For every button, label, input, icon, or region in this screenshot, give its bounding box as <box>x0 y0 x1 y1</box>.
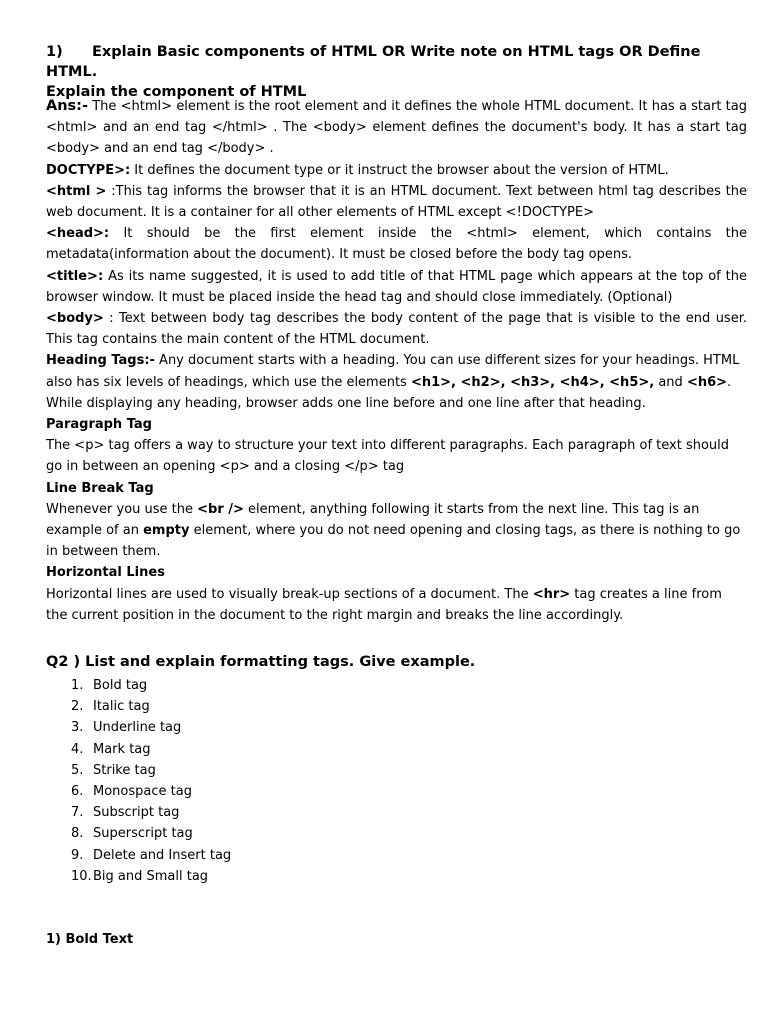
html-term: <html > <box>46 183 107 199</box>
heading-and: and <box>654 374 687 390</box>
list-item-label: Subscript tag <box>93 805 180 821</box>
doctype-text: It defines the document type or it instruct the browser about the version of HTML. <box>130 162 669 178</box>
paragraph-heading: Paragraph Tag <box>46 417 152 433</box>
list-item-number <box>46 823 93 844</box>
paragraph-tag-text: The <p> tag offers a way to structure your text into different paragraphs. Each paragraph of text should go in between an opening <p> and a closing </p> tag <box>46 438 730 475</box>
hr-heading: Horizontal Lines <box>46 565 165 581</box>
heading-text-1: Any document starts with a heading. You can use different sizes for your headings. HTML also has six levels of headings, which use the elements <box>46 353 740 390</box>
linebreak-empty: empty <box>143 523 190 539</box>
title-term: <title>: <box>46 268 104 284</box>
head-text: It should be the first element inside the <html> element, which contains the metadata(information about the document). It must be closed before the body tag opens. <box>46 226 747 263</box>
line-break-paragraph <box>46 499 747 563</box>
list-item <box>46 760 646 781</box>
title-tag-paragraph <box>46 266 747 308</box>
horizontal-lines-heading-row <box>46 562 747 583</box>
list-item <box>46 845 646 866</box>
list-item <box>46 823 646 844</box>
doctype-paragraph <box>46 160 747 181</box>
question-2-heading: Q2 ) List and explain formatting tags. Give example. <box>46 654 476 670</box>
formatting-tags-list <box>46 675 646 887</box>
answer-body <box>46 96 747 626</box>
list-item-number-text: 4. <box>71 741 84 757</box>
list-item-number <box>46 675 93 696</box>
list-item-label: Italic tag <box>93 699 150 715</box>
linebreak-heading: Line Break Tag <box>46 480 154 496</box>
question-1-title-line2: Explain the component of HTML <box>46 84 307 100</box>
answer-label: Ans:- <box>46 98 88 114</box>
list-item-label: Mark tag <box>93 741 151 757</box>
question-1-heading <box>46 42 751 102</box>
body-term: <body> <box>46 311 104 327</box>
linebreak-text-3: element, where you do not need opening and closing tags, as there is nothing to go in between them. <box>46 523 741 560</box>
bold-text-section-heading: 1) Bold Text <box>46 932 134 947</box>
list-item-number <box>46 760 93 781</box>
list-item <box>46 802 646 823</box>
body-tag-paragraph <box>46 308 747 350</box>
heading-text-2: . While displaying any heading, browser adds one line before and one line after that heading. <box>46 374 732 411</box>
list-item-label: Monospace tag <box>93 784 192 800</box>
answer-intro-text: The <html> element is the root element and it defines the whole HTML document. It has a start tag <html> and an end tag </html> . The <body> element defines the document's body. It has a start tag <body> and an end tag </body> . <box>46 99 747 157</box>
heading-term: Heading Tags:- <box>46 353 155 369</box>
list-item-label: Superscript tag <box>93 826 193 842</box>
list-item-label: Underline tag <box>93 720 182 736</box>
list-item <box>46 717 646 738</box>
list-item-label: Bold tag <box>93 678 148 693</box>
list-item-number-text: 8. <box>71 826 84 842</box>
list-item-number-text: 7. <box>71 805 84 821</box>
head-tag-paragraph <box>46 223 747 265</box>
list-item-number <box>46 866 93 887</box>
list-item-number-text: 1. <box>71 678 84 693</box>
list-item-number <box>46 845 93 866</box>
question-1-title-line1: Explain Basic components of HTML OR Write note on HTML tags OR Define HTML. <box>46 44 701 80</box>
heading-tags-paragraph <box>46 350 747 414</box>
linebreak-text-1: Whenever you use the <box>46 501 198 517</box>
linebreak-text-2: element, anything following it starts from the next line. This tag is an example of an <box>46 501 700 539</box>
html-tag-paragraph <box>46 181 747 223</box>
body-text: : Text between body tag describes the body content of the page that is visible to the end user. This tag contains the main content of the HTML document. <box>46 311 747 348</box>
list-item-label: Big and Small tag <box>93 868 209 884</box>
answer-intro-paragraph <box>46 96 747 160</box>
head-term: <head>: <box>46 226 110 242</box>
list-item <box>46 739 646 760</box>
list-item-number-text: 2. <box>71 699 84 715</box>
linebreak-tag: <br /> <box>197 501 244 517</box>
list-item <box>46 781 646 802</box>
list-item <box>46 696 646 717</box>
hr-text-2: tag creates a line from the current position in the document to the right margin and breaks the line accordingly. <box>46 586 722 623</box>
list-item-number <box>46 717 93 738</box>
list-item-number <box>46 696 93 717</box>
question-1-number: 1) <box>46 44 63 60</box>
list-item-number-text: 9. <box>71 847 84 863</box>
list-item-label: Strike tag <box>93 762 156 778</box>
list-item-number <box>46 781 93 802</box>
list-item-number-text: 6. <box>71 784 84 800</box>
list-item-number-text: 5. <box>71 762 84 778</box>
heading-h6: <h6> <box>686 374 728 390</box>
list-item-number-text: 10. <box>71 868 92 884</box>
hr-tag: <hr> <box>532 586 571 602</box>
heading-tags-list: <h1>, <h2>, <h3>, <h4>, <h5>, <box>410 374 655 390</box>
hr-text-1: Horizontal lines are used to visually break-up sections of a document. The <box>46 586 533 602</box>
horizontal-lines-paragraph <box>46 584 747 626</box>
line-break-heading-row <box>46 478 747 499</box>
doctype-term: DOCTYPE>: <box>46 162 131 178</box>
list-item <box>46 866 646 887</box>
html-text: :This tag informs the browser that it is an HTML document. Text between html tag describes the web document. It is a container for all other elements of HTML except <!DOCTYPE> <box>46 183 747 221</box>
paragraph-tag-heading <box>46 414 747 435</box>
list-item-number <box>46 739 93 760</box>
title-text: As its name suggested, it is used to add title of that HTML page which appears at the top of the browser window. It must be placed inside the head tag and should close immediately. (Optional) <box>46 268 747 305</box>
list-item-label: Delete and Insert tag <box>93 847 232 863</box>
list-item-number-text: 3. <box>71 720 84 736</box>
list-item <box>46 675 646 696</box>
list-item-number <box>46 802 93 823</box>
